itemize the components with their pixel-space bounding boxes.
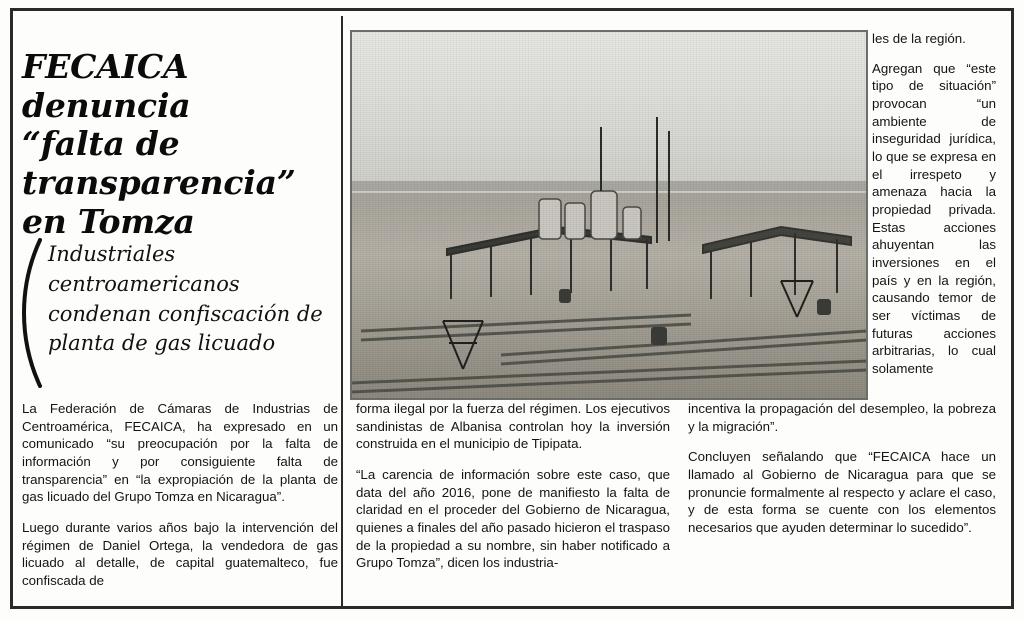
body-rail-right xyxy=(872,30,996,378)
paragraph: Agregan que “este tipo de situación” provocan “un ambiente de inseguridad jurídica, lo que se expresa en el irrespeto y amenaza hacia la propiedad privada. Estas acciones ahuyentan las inversiones en el país y en la región, causando temor de ser víctimas de futuras acciones arbitrarias, lo cual solamente xyxy=(872,60,996,377)
page-border-top xyxy=(10,8,1014,11)
page-border-right xyxy=(1011,8,1014,609)
column-divider xyxy=(341,16,343,606)
paragraph: incentiva la propagación del desempleo, la pobreza y la migración”. xyxy=(688,401,996,434)
headline-line-4: transparencia” xyxy=(22,162,296,202)
deck-block xyxy=(22,238,340,388)
paragraph: forma ilegal por la fuerza del régimen. Los ejecutivos sandinistas de Albanisa controlan hoy la inversión construida en el municipio de Tipipata. xyxy=(356,401,670,452)
paragraph: “La carencia de información sobre este caso, que data del año 2016, pone de manifiesto la falta de claridad en el proceder del Gobierno de Nicaragua, quienes a finales del año pasado hicieron el traspaso de la propiedad a su nombre, sin haber notificado a Grupo Tomza”, dicen los industria- xyxy=(356,467,670,571)
body-column-1 xyxy=(22,400,338,590)
headline-line-1: FECAICA xyxy=(22,47,189,87)
body-column-3 xyxy=(688,400,996,537)
photo-grain-overlay xyxy=(351,31,867,399)
bracket-ornament xyxy=(22,238,48,388)
body-column-2 xyxy=(356,400,670,572)
headline-line-3: “falta de xyxy=(22,124,180,164)
paragraph: Concluyen señalando que “FECAICA hace un llamado al Gobierno de Nicaragua para que se pronuncie formalmente al respecto y aclare el caso, y de esta forma se cuente con los elementos necesarios que ayuden determinar lo sucedido”. xyxy=(688,449,996,536)
paragraph: les de la región. xyxy=(872,31,966,46)
headline-line-2: denuncia xyxy=(22,85,191,125)
paragraph: La Federación de Cámaras de Industrias de Centroamérica, FECAICA, ha expresado en un comunicado “su preocupación por la falta de información y por consiguiente falta de transparencia” en “la expropiación de la planta de gas licuado del Grupo Tomza en Nicaragua”. xyxy=(22,401,338,505)
page-border-bottom xyxy=(10,606,1014,609)
headline-line-5: en Tomza xyxy=(22,201,195,241)
paragraph: Luego durante varios años bajo la intervención del régimen de Daniel Ortega, la vendedora de gas licuado al detalle, de capital guatemalteco, fue confiscada de xyxy=(22,520,338,589)
headline xyxy=(22,48,332,241)
deck-text: Industriales centroamericanos condenan confiscación de planta de gas licuado xyxy=(48,242,323,356)
page-border-left xyxy=(10,8,13,609)
article-photo xyxy=(350,30,868,400)
